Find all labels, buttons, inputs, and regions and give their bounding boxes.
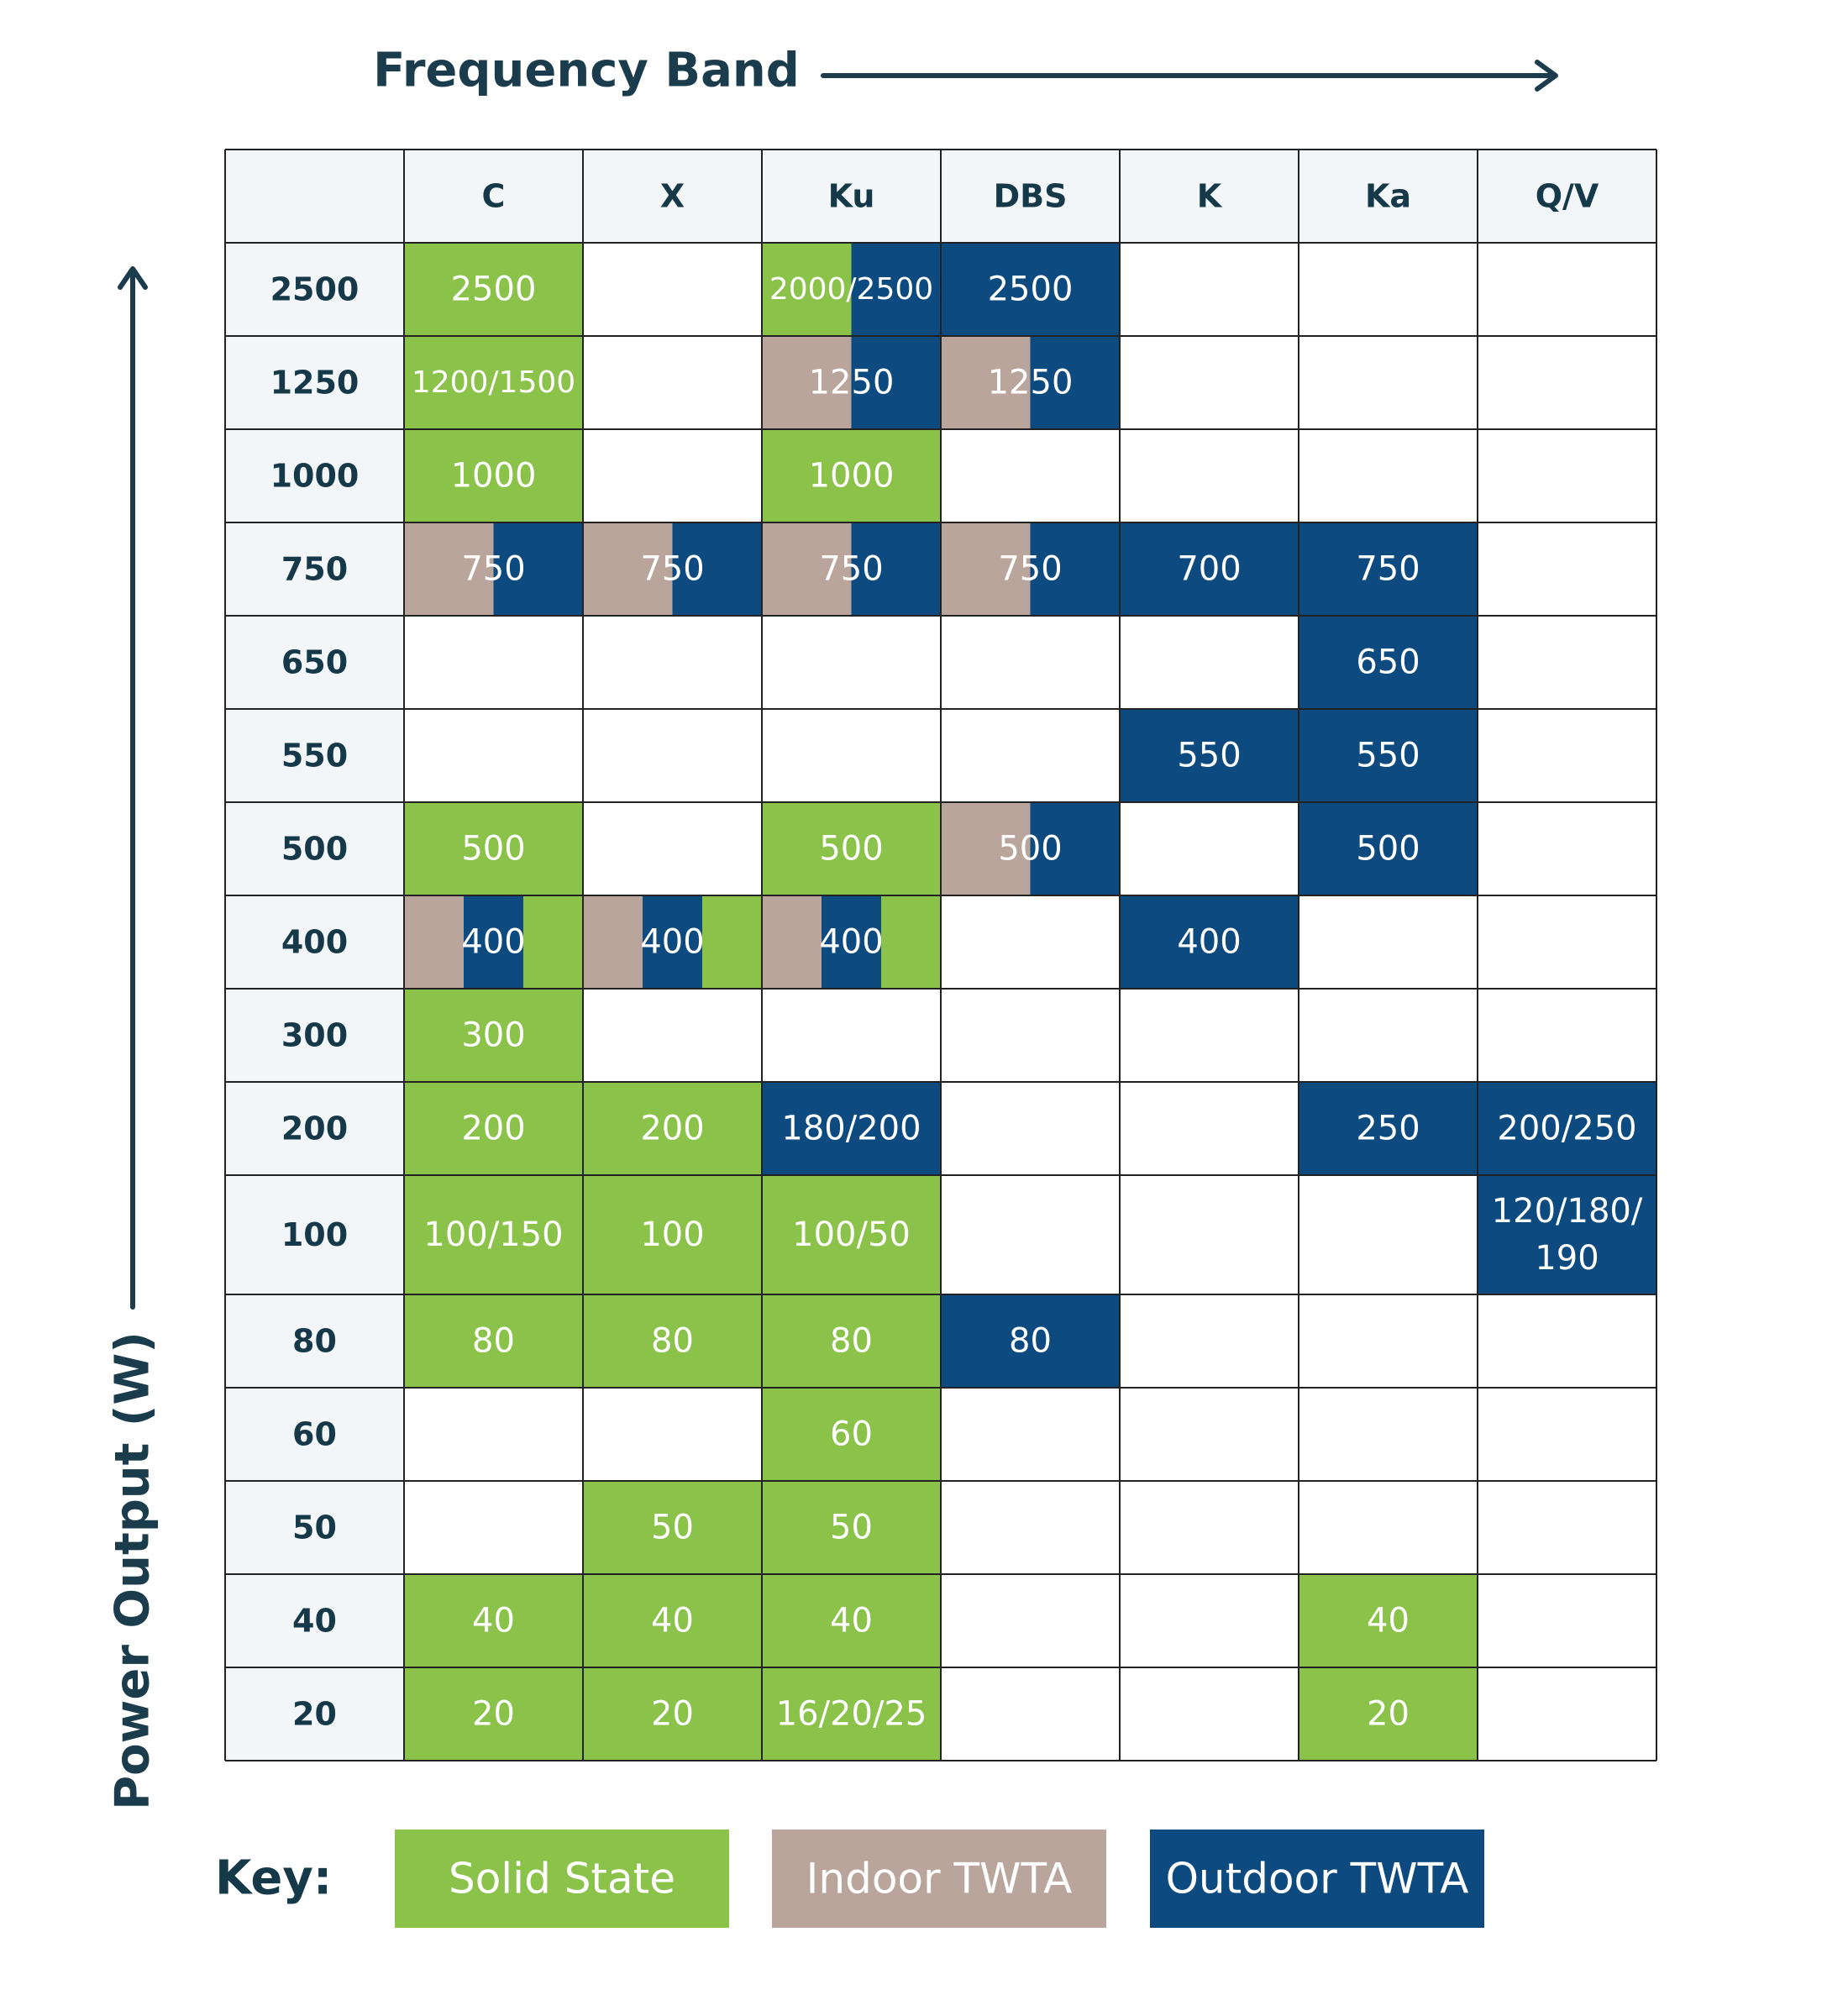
cell-550-k-label: 550	[1177, 736, 1242, 775]
column-header-x: X	[659, 177, 685, 215]
cell-400-k-label: 400	[1177, 922, 1242, 962]
row-label-20: 20	[292, 1695, 337, 1733]
cell-750-dbs-label: 750	[998, 549, 1063, 589]
cell-200-c-label: 200	[461, 1109, 526, 1148]
cell-200-ka-label: 250	[1356, 1109, 1420, 1148]
cell-400-ku-label: 400	[819, 922, 884, 962]
row-label-2500: 2500	[270, 270, 360, 308]
cell-50-ku-label: 50	[830, 1508, 873, 1547]
x-axis-title: Frequency Band	[373, 43, 800, 98]
cell-100-c-label: 100/150	[423, 1215, 564, 1254]
cell-500-dbs-label: 500	[998, 829, 1063, 869]
cell-40-ka-label: 40	[1367, 1601, 1410, 1641]
cell-500-ka-label: 500	[1356, 829, 1420, 869]
cell-20-ka-label: 20	[1367, 1694, 1410, 1734]
column-header-k: K	[1196, 177, 1222, 215]
cell-2500-dbs-label: 2500	[987, 270, 1074, 309]
column-header-dbs: DBS	[993, 177, 1068, 215]
legend-label-indoor-twta: Indoor TWTA	[806, 1854, 1073, 1903]
cell-20-ku-label: 16/20/25	[775, 1694, 927, 1734]
cell-400-ku-fill-solid	[881, 895, 942, 989]
legend-label-solid-state: Solid State	[448, 1854, 676, 1903]
cell-1250-c-label: 1200/1500	[411, 365, 576, 400]
column-header-c: C	[481, 177, 506, 215]
cell-650-ka-label: 650	[1356, 643, 1420, 682]
column-header-ku: Ku	[827, 177, 875, 215]
cell-80-x-label: 80	[651, 1321, 694, 1361]
cell-80-c-label: 80	[472, 1321, 515, 1361]
row-label-60: 60	[292, 1415, 337, 1453]
cell-2500-ku-label: 2000/2500	[769, 272, 934, 307]
cell-550-ka-label: 550	[1356, 736, 1420, 775]
column-header-ka: Ka	[1364, 177, 1412, 215]
cell-750-x-label: 750	[640, 549, 705, 589]
cell-200-ku-label: 180/200	[781, 1109, 921, 1148]
legend-layer	[215, 1830, 1484, 1928]
cell-750-k-label: 700	[1177, 549, 1242, 589]
cell-750-ku-label: 750	[819, 549, 884, 589]
cell-60-ku-label: 60	[830, 1415, 873, 1454]
cell-80-dbs-label: 80	[1009, 1321, 1052, 1361]
row-label-750: 750	[281, 550, 349, 588]
y-axis-title: Power Output (W)	[105, 1331, 160, 1810]
cell-400-x-fill-solid	[702, 895, 763, 989]
row-label-50: 50	[292, 1509, 337, 1546]
row-label-1250: 1250	[270, 364, 360, 402]
cell-100-q-v-label-line: 120/180/	[1491, 1192, 1643, 1231]
cell-20-c-label: 20	[472, 1694, 515, 1734]
cell-200-q-v-label: 200/250	[1497, 1109, 1637, 1148]
cell-400-c-label: 400	[461, 922, 526, 962]
cell-400-c-fill-solid	[523, 895, 584, 989]
cell-1000-ku-label: 1000	[808, 456, 895, 496]
cell-200-x-label: 200	[640, 1109, 705, 1148]
row-label-550: 550	[281, 737, 349, 774]
cell-750-ka-label: 750	[1356, 549, 1420, 589]
cell-80-ku-label: 80	[830, 1321, 873, 1361]
cell-500-ku-label: 500	[819, 829, 884, 869]
cell-100-q-v-label-line: 190	[1535, 1239, 1599, 1278]
cell-50-x-label: 50	[651, 1508, 694, 1547]
row-label-1000: 1000	[270, 457, 360, 495]
cell-40-ku-label: 40	[830, 1601, 873, 1641]
cell-400-x-label: 400	[640, 922, 705, 962]
cell-100-x-label: 100	[640, 1215, 705, 1254]
cell-40-c-label: 40	[472, 1601, 515, 1641]
cell-400-ku-fill-indoor	[762, 895, 822, 989]
cell-2500-c-label: 2500	[450, 270, 537, 309]
row-label-80: 80	[292, 1322, 337, 1360]
row-label-650: 650	[281, 643, 349, 681]
row-label-200: 200	[281, 1110, 349, 1147]
cell-1250-dbs-label: 1250	[987, 363, 1074, 402]
cell-1250-ku-label: 1250	[808, 363, 895, 402]
cell-400-c-fill-indoor	[404, 895, 465, 989]
cell-100-ku-label: 100/50	[792, 1215, 911, 1254]
legend-label-outdoor-twta: Outdoor TWTA	[1165, 1854, 1469, 1903]
column-header-q-v: Q/V	[1535, 177, 1599, 215]
cell-500-c-label: 500	[461, 829, 526, 869]
row-label-40: 40	[292, 1602, 337, 1640]
row-label-500: 500	[281, 830, 349, 868]
row-label-400: 400	[281, 923, 349, 961]
cell-400-x-fill-indoor	[583, 895, 643, 989]
cell-40-x-label: 40	[651, 1601, 694, 1641]
cell-750-c-label: 750	[461, 549, 526, 589]
row-label-300: 300	[281, 1016, 349, 1054]
cell-300-c-label: 300	[461, 1016, 526, 1055]
legend-title: Key:	[215, 1851, 333, 1906]
row-label-100: 100	[281, 1216, 349, 1253]
cell-20-x-label: 20	[651, 1694, 694, 1734]
cell-1000-c-label: 1000	[450, 456, 537, 496]
